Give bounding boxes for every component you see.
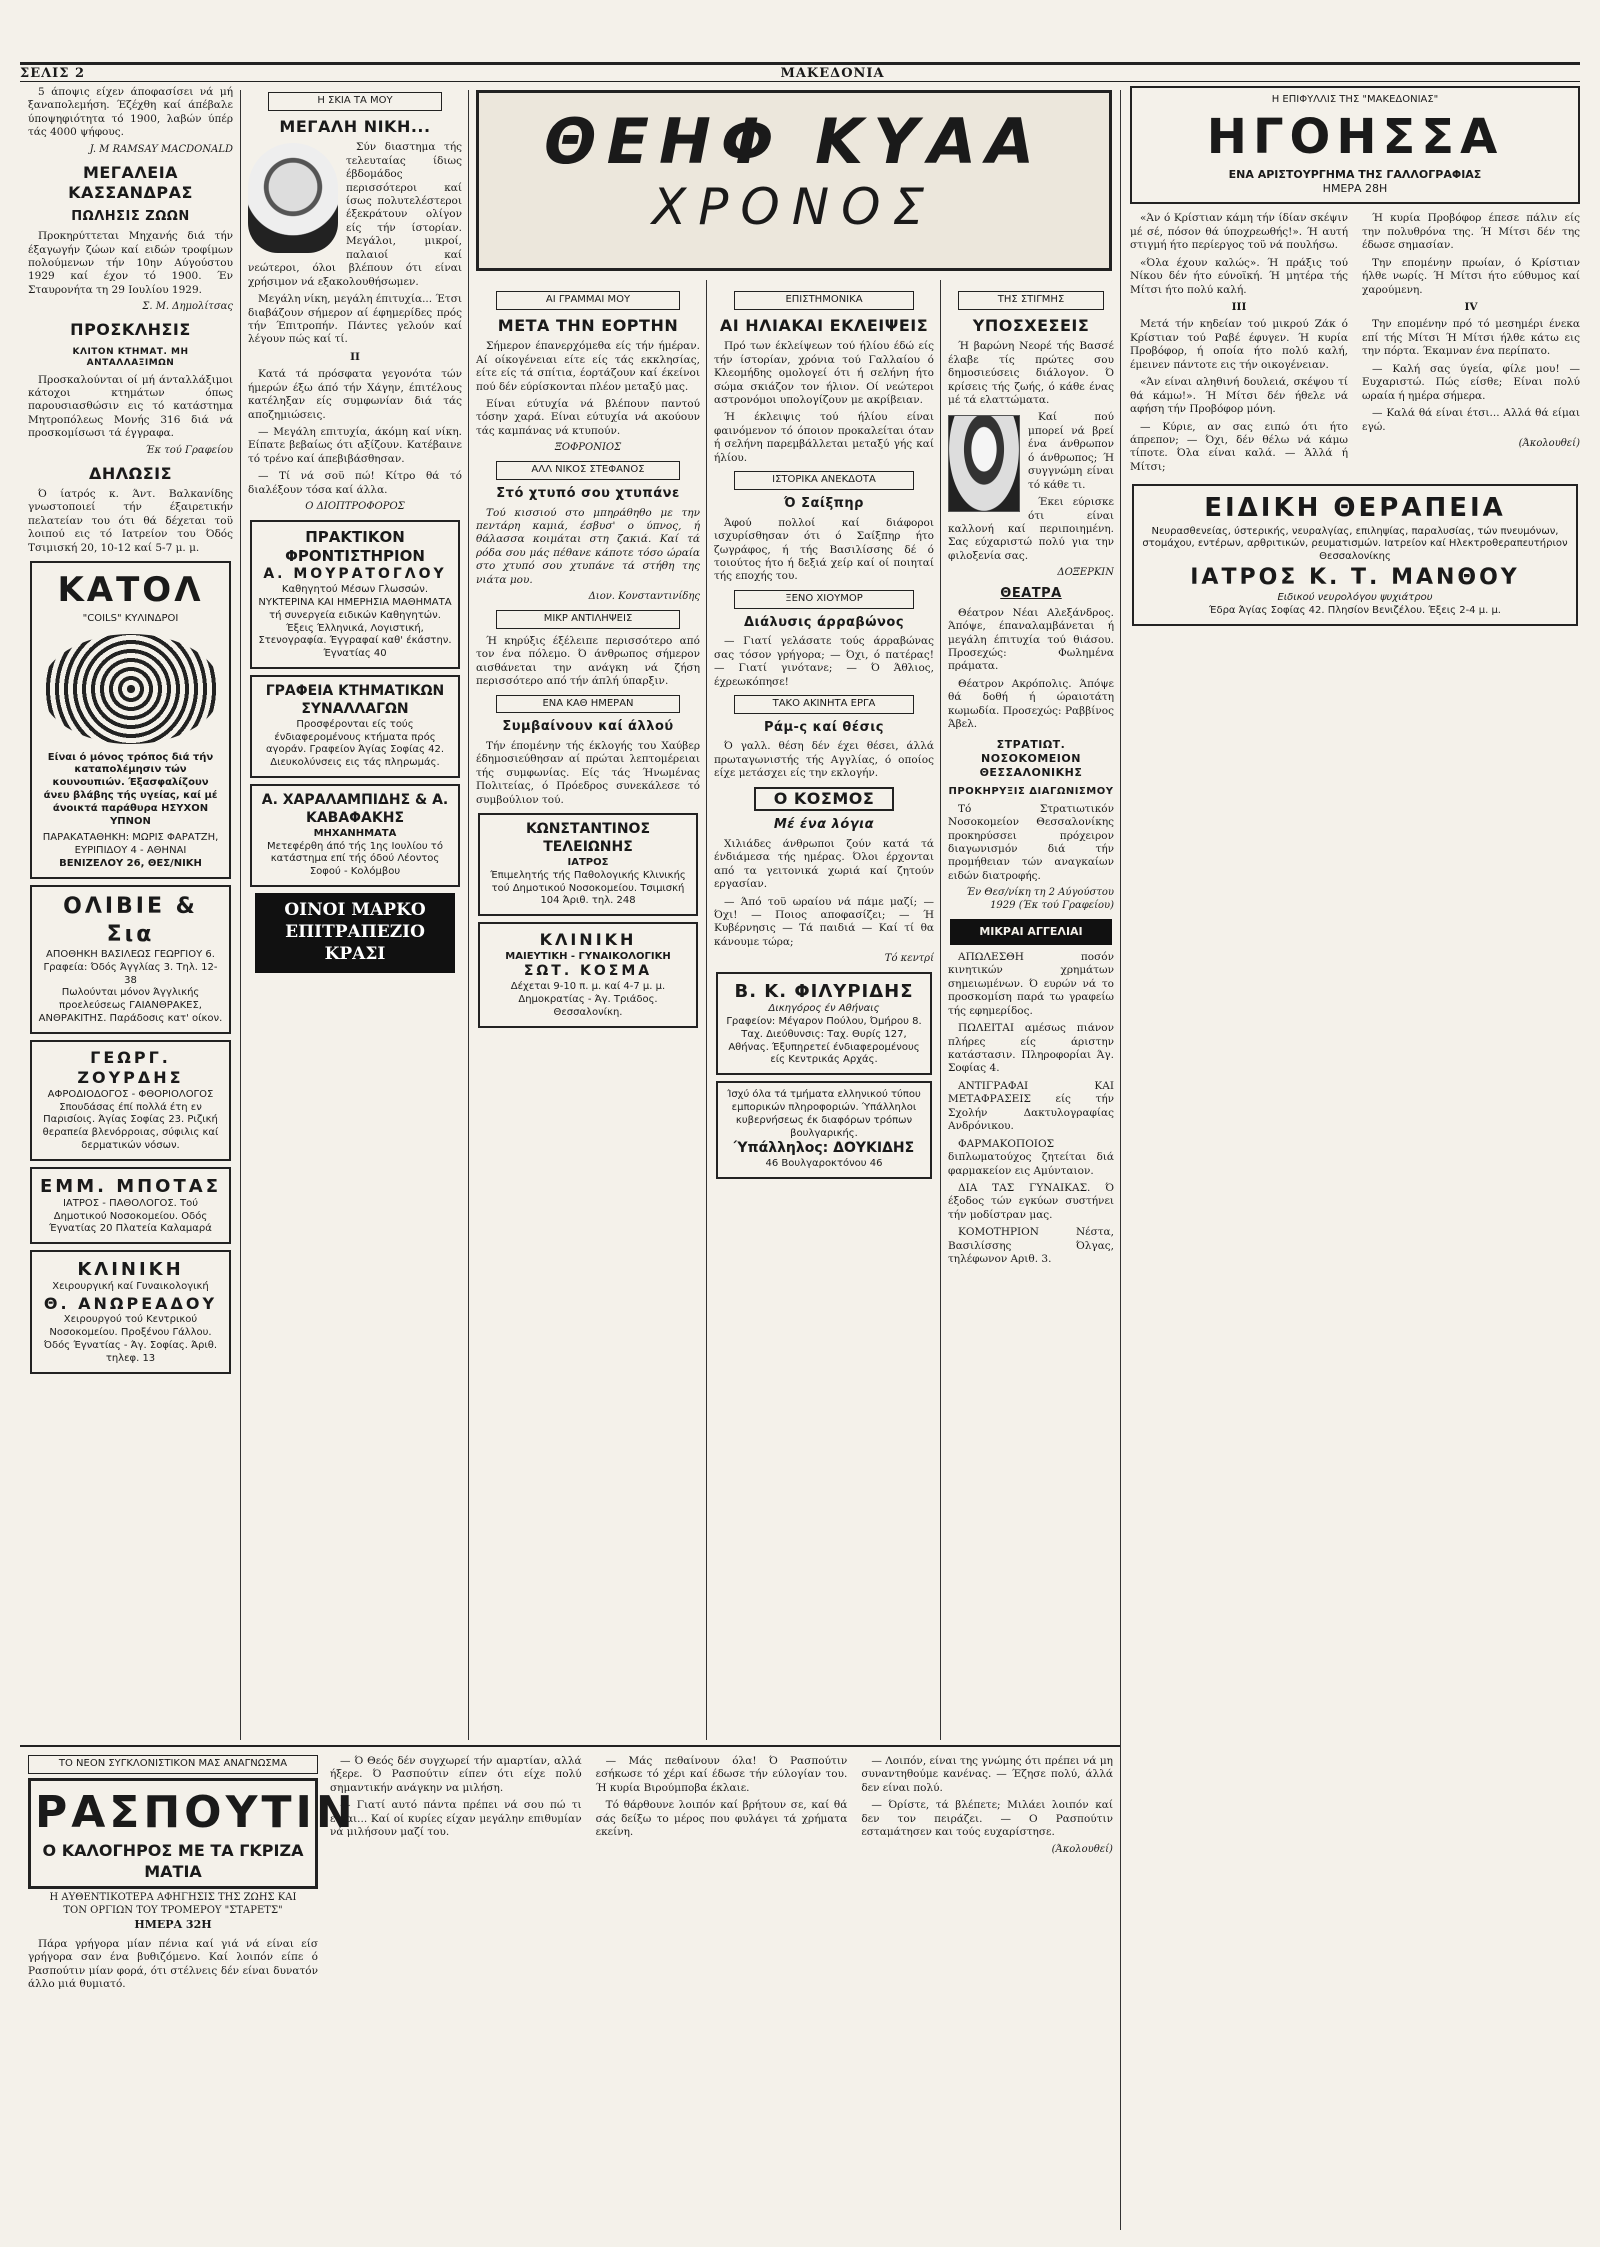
byline: Έν Θεσ/νίκη τη 2 Αύγούστου 1929 (Έκ τού Γραφείου) [966, 887, 1114, 912]
column-2: Η ΣΚΙΑ ΤΑ ΜΟΥ ΜΕΓΑΛΗ ΝΙΚΗ... Σύν διαστημα τής τελευταίας ίδιως έβδομάδος περισσότεροι καί ίσως πολυτελέστεροι έξεκράτουν ολίγον είς τήν ίστορίαν. Μεγάλοι, μικροί, παλαιοί καί νεώτεροι, όλοι βλέπουν ότι είναι χρήσιμον νά εξακολουθήσωμεν. Μεγάλη νίκη, μεγάλη έπιτυχία... Έτσι διαβάζουν σήμερον αί έφημερίδες πρός τήν Έπιτροπήν. Πάντες γελούν καί λέγουν πώς καί τί. II Κατά τά πρόσφατα γεγονότα τών ήμερών έξω άπό τήν Χάγην, έπιτέλους κατέληξαν είς συμφωνίαν διά τάς αποζημιώσεις. — Μεγάλη επιτυχία, άκόμη καί νίκη. Είπατε βεβαίως ότι αξίζουν. Κατέβαινε τό τρένο καί άπεβιβάσθησαν. — Τί νά σοϋ πώ! Κίτρο θά τό διαλέξουν τόσα καί άλλα. Ο ΔΙΟΠΤΡΟΦΟΡΟΣ ΠΡΑΚΤΙΚΟΝ ΦΡΟΝΤΙΣΤΗΡΙΟΝ Α. ΜΟΥΡΑΤΟΓΛΟΥ Καθηγητού Μέσων Γλωσσών. ΝΥΚΤΕΡΙΝΑ ΚΑΙ ΗΜΕΡΗΣΙΑ ΜΑΘΗΜΑΤΑ τή συνεργεία ειδικών Καθηγητών. Έξεις Έλληνικά, Λογιστική, Στενογραφία. Έγγραφαί καθ' έκάστην. Έγνατίας 40 ΓΡΑΦΕΙΑ ΚΤΗΜΑΤΙΚΩΝ ΣΥΝΑΛΛΑΓΩΝ Προσφέρονται είς τούς ένδιαφερομένους κτήματα πρός αγοράν. Γραφείον Άγίας Σοφίας 42. Διευκολύνσεις εις τάς πληρωμάς. Α. ΧΑΡΑΛΑΜΠΙΔΗΣ & Α. ΚΑΒΑΦΑΚΗΣ ΜΗΧΑΝΗΜΑΤΑ Μετεφέρθη άπό τής 1ης Ιουλίου τό κατάστημα επί τής όδού Λέοντος Σοφού - Κολόμβου ΟΙΝΟΙ ΜΑΡΚΟ ΕΠΙΤΡΑΠΕΖΙΟ ΚΡΑΣΙ [248, 86, 462, 1736]
serial-day: ΗΜΕΡΑ 32Η [134, 1917, 212, 1931]
bottom-serial [28, 1755, 1113, 2225]
ad-address: ΒΕΝΙΖΕΛΟΥ 26, ΘΕΣ/ΝΙΚΗ [59, 857, 202, 869]
serial-text: — Λοιπόν, είναι της γνώμης ότι πρέπει νά μη συναντηθούμε κανένας. — Έζησε πολύ, άλλά δεν είναι πολύ. [861, 1755, 1113, 1794]
ad-subtitle: ΜΗΧΑΝΗΜΑΤΑ [313, 827, 397, 839]
section-box: ΕΝΑ ΚΑΘ ΗΜΕΡΑΝ [496, 695, 680, 714]
headline: ΘΕΑΤΡΑ [1000, 586, 1062, 602]
ad-wine: ΟΙΝΟΙ ΜΑΡΚΟ ΕΠΙΤΡΑΠΕΖΙΟ ΚΡΑΣΙ [255, 893, 455, 973]
article-text: Προσκαλούνται οί μή άνταλλάξιμοι κάτοχοι κτημάτων όπως παρουσιασθώσιν εις τό κατάστημα Μητροπόλεως Μονής 316 διά νά προσκομίσωσι τά έγγραφα. [28, 373, 233, 440]
article-text: Καί πού μπορεί νά βρεί ένα άνθρωπον ό άνθρωπος; Ή συγγνώμη είναι τό κάθε τι. [1028, 411, 1114, 491]
headline: Στό χτυπό σου χτυπάνε [496, 485, 680, 501]
article-text: — Μεγάλη επιτυχία, άκόμη καί νίκη. Είπατε βεβαίως ότι αξίζουν. Κατέβαινε τό τρένο καί άπεβιβάσθησαν. [248, 426, 462, 465]
section-box: ΕΠΙΣΤΗΜΟΝΙΚΑ [734, 291, 914, 310]
ad-text: Γραφείον: Μέγαρον Πούλου, Όμήρου 8. Ταχ. Διεύθυνσις: Ταχ. Θυρίς 127, Αθήνας. Έξυπηρετεί ένδιαφερομένους είς Κεντρικάς Αρχάς. [726, 1015, 922, 1066]
headline: Ράμ-ς καί θέσις [764, 719, 884, 735]
serial-tagline: ΤΟΝ ΟΡΓΙΩΝ ΤΟΥ ΤΡΟΜΕΡΟΥ "ΣΤΑΡΕΤΣ" [63, 1904, 283, 1916]
serial-text: «Άν ό Κρίστιαν κάμη τήν ίδίαν σκέψιν μέ σέ, πόσον θά ύποχρεωθής!». Ή αυτή στιγμή ήτο περίεργος τοϋ νά πουλήσω. [1130, 212, 1348, 252]
cartoon-portrait-icon [248, 143, 338, 253]
poem-text: Τού κισσιού στο μπηράθηθο με την πεντάρη καμιά, έσβυσ' ο ύπνος, ή θάλασσα κοιμάται στη ζακιά. Καί τά ρόδα σου μάς πέθανε κάποτε τόσο ώραία στο χτυπό σου χτυπάνε τά στήθη της νιάτα μου. [476, 506, 700, 586]
article-text: Ή έκλειψις τού ήλίου είναι φαινόμενον τό όποιον προκαλείται όταν ή σελήνη παρεμβάλλεται μεταξύ γής καί ήλίου. [714, 411, 934, 464]
ad-title: ΚΛΙΝΙΚΗ [77, 1259, 184, 1281]
serial-subtitle: Ο ΚΑΛΟΓΗΡΟΣ ΜΕ ΤΑ ΓΚΡΙΖΑ ΜΑΤΙΑ [42, 1841, 304, 1881]
ad-subtitle: ΙΑΤΡΟΣ [567, 856, 609, 868]
serial-title: ΡΑΣΠΟΥΤΙΝ [35, 1786, 357, 1838]
ad-zourdis [30, 1040, 231, 1161]
serial-text: Πάρα γρήγορα μίαν πένια καί γιά νά είναι είσ γρήγορα σαν ένα βυθιζόμενο. Καί λοιπόν είπε ό Ρασπούτιν μίαν φορά, ότι στέλνεις δέν είναι δυνατόν άλλο μιά θυμιατό. [28, 1937, 318, 1991]
ad-text: Χειρουργού τού Κεντρικού Νοσοκομείου. Προξένου Γάλλου. Όδός Έγνατίας - Άγ. Σοφίας. Άριθ. τηλεφ. 13 [43, 1314, 218, 1364]
ad-ktimatikon [250, 675, 460, 778]
column-4 [714, 285, 934, 1735]
headline: Ό Σαίξπηρ [783, 496, 864, 511]
serial-text: Ή κυρία Προβόφορ έπεσε πάλιν είς την πολυθρόνα της. Ή Μίτσι δέν της έδωσε σημασίαν. [1362, 212, 1580, 252]
section-box: ΙΣΤΟΡΙΚΑ ΑΝΕΚΔΟΤΑ [734, 471, 914, 490]
rasputin-header [28, 1755, 357, 1995]
serial-text: — Γιατί αυτό πάντα πρέπει νά σου πώ τι είναι... Καί οί κυρίες είχαν μεγάλην επιθυμίαν νά μιλήσουν μαζί του. [330, 1799, 582, 1839]
section-number: IV [1464, 301, 1478, 314]
headline: ΔΗΛΩΣΙΣ [88, 463, 173, 483]
banner-title: ΘΕΗΦ ΚΥΑΑ [543, 105, 1045, 178]
article-text: Σύν διαστημα τής τελευταίας ίδιως έβδομάδος περισσότεροι καί ίσως πολυτελέστεροι έξεκράτουν ολίγον είς τήν ίστορίαν. Μεγάλοι, μικροί, παλαιοί καί νεώτεροι, όλοι βλέπουν ότι είναι χρήσιμον νά εξακολουθήσωμεν. [248, 141, 462, 288]
ad-text: ΑΠΟΘΗΚΗ ΒΑΣΙΛΕΩΣ ΓΕΩΡΓΙΟΥ 6. Γραφεία: Όδός Άγγλίας 3. Τηλ. 12-38 [43, 949, 218, 986]
byline: ΞΟΦΡΟΝΙΟΣ [554, 442, 622, 454]
ad-frontistirion [250, 520, 460, 669]
serial-subtitle: ΕΝΑ ΑΡΙΣΤΟΥΡΓΗΜΑ ΤΗΣ ΓΑΛΛΟΓΡΑΦΙΑΣ [1228, 168, 1482, 182]
woman-portrait-icon [948, 415, 1020, 512]
article-text: Ή κηρύξις έξέλειπε περισσότερο από τον ένα πόλεμο. Ό άνθρωπος σήμερον αισθάνεται την ανάγκη νά ζήση περισσότερο από τήν άπλή ύπαρξιν. [476, 634, 700, 688]
ad-teleionis [478, 813, 698, 916]
headline: ΜΕΤΑ ΤΗΝ ΕΟΡΤΗΝ [497, 315, 679, 335]
serial-title: ΗΓΟΗΣΣΑ [1206, 108, 1504, 165]
article-text: Θέατρον Νέαι Αλεξάνδρος. Άπόψε, έπαναλαμβάνεται ή μεγάλη έπιτυχία τού θιάσου. Προσεχώς: Φωλημένα πράματα. [948, 606, 1114, 673]
ad-klinik [30, 1250, 231, 1373]
serial-text: — Ό Θεός δέν συγχωρεί τήν αμαρτίαν, αλλά ήξερε. Ό Ρασπούτιν είπεν ότι είχε πολύ σημαντικήν ανάγκην να μιλήση. [330, 1755, 582, 1794]
subheadline: ΠΡΟΚΗΡΥΞΙΣ ΔΙΑΓΩΝΙΣΜΟΥ [948, 785, 1114, 797]
ad-title: ΕΙΔΙΚΗ ΘΕΡΑΠΕΙΑ [1204, 493, 1506, 524]
section-box: ΑΛΛ ΝΙΚΟΣ ΣΤΕΦΑΝΟΣ [496, 461, 680, 480]
continues-note: (Άκολουθεί) [1518, 437, 1580, 449]
headline: ΠΡΟΣΚΛΗΣΙΣ [70, 320, 191, 340]
ad-subtitle: ΜΑΙΕΥΤΙΚΗ - ΓΥΝΑΙΚΟΛΟΓΙΚΗ [505, 950, 671, 962]
serial-text: Την επομένην πρό τό μεσημέρι ένεκα επί τής Μίτσι Ή Μίτσι ήλθε κάτω εις την πόρτα. Έκαμναν ένα περίπατο. [1362, 318, 1580, 358]
mosquito-coil-icon [41, 634, 221, 744]
serial-text: — Κύριε, αν σας ειπώ ότι ήτο άπρεπον; — Όχι, δέν θέλω νά κάμω τίποτε. Όλα είναι καλά. — Άλλά ή Μίτσι; [1130, 420, 1348, 473]
classifieds-header: ΜΙΚΡΑΙ ΑΓΓΕΛΙΑΙ [950, 919, 1112, 945]
classified-text: ΚΟΜΟΤΗΡΙΟΝ Νέστα, Βασιλίσσης Όλγας, τηλέφωνον Αριθ. 3. [948, 1226, 1114, 1266]
ad-text: Σπουδάσας έπί πολλά έτη εν Παρισίοις. Άγίας Σοφίας 23. Ριζική θεραπεία βλενόρροιας, σύφιλις καί δερματικών νόσων. [42, 1101, 219, 1151]
paper-name: ΜΑΚΕΔΟΝΙΑ [780, 65, 885, 81]
section-rule [20, 1745, 1120, 1747]
serial-text: Μετά τήν κηδείαν τού μικρού Ζάκ ό Κρίστιαν τού Ραβέ έφυγεν. Ή κυρία Προβόφορ, ή οποία ήτο πολύ καλή, έμεινεν πάντοτε εις τήν οικογένειαν. [1130, 318, 1348, 371]
ad-text: Έπιμελητής τής Παθολογικής Κλινικής τού Δημοτικού Νοσοκομείου. Τσιμισκή 104 Άριθ. τηλ. 248 [490, 869, 686, 907]
decorative-banner [476, 90, 1112, 271]
ad-name: Α. ΜΟΥΡΑΤΟΓΛΟΥ [263, 566, 447, 583]
ad-name: ΙΑΤΡΟΣ Κ. Τ. ΜΑΝΘΟΥ [1190, 564, 1520, 590]
serial-text: — Όρίστε, τά βλέπετε; Μιλάει λοιπόν καί δεν τον πειράζει. — Ο Ρασπούτιν εσταμάτησεν και τούς ευχαρίστησε. [861, 1799, 1113, 1839]
ad-text: ΙΑΤΡΟΣ - ΠΑΘΟΛΟΓΟΣ. Τού Δημοτικού Νοσοκομείου. Οδός Έγνατίας 20 Πλατεία Καλαμαρά [49, 1197, 212, 1235]
serial-text: — Καλή σας ύγεία, φίλε μου! — Ευχαριστώ. Πώς είσθε; Είναι πολύ ωραία ή ημέρα σήμερα. [1362, 362, 1580, 402]
article-text: Προκηρύττεται Μηχανής διά τήν έξαγωγήν ζώων καί ειδών τροφίμων πολούμενων τήν 10ην Αύγούστου 1929 καί έχον τό 1900. Έν Σταυρονήτα τη 29 Ιουλίου 1929. [28, 230, 233, 296]
byline: Έκ τού Γραφείου [145, 444, 233, 456]
continues-note: (Άκολουθεί) [1051, 1843, 1113, 1855]
serial-header [1130, 86, 1580, 204]
byline: J. M RAMSAY MACDONALD [89, 143, 233, 155]
ad-text: Καθηγητού Μέσων Γλωσσών. ΝΥΚΤΕΡΙΝΑ ΚΑΙ ΗΜΕΡΗΣΙΑ ΜΑΘΗΜΑΤΑ τή συνεργεία ειδικών Καθηγητών. Έξεις Έλληνικά, Λογιστική, Στενογραφία. Έγγραφαί καθ' έκάστην. Έγνατίας 40 [258, 584, 452, 660]
serial-text: Τό θάρθουνε λοιπόν καί βρήτουν σε, καί θά σάς δείξω το μέρος που φυλάγει τά χρήματα εκείνη. [595, 1799, 848, 1839]
ad-subtitle: ΑΦΡΟΔΙΟΔΟΓΟΣ - ΦΘΟΡΙΟΛΟΓΟΣ [47, 1088, 214, 1100]
ad-address: 46 Βουλγαροκτόνου 46 [765, 1158, 883, 1170]
ad-title: ΠΡΑΚΤΙΚΟΝ ΦΡΟΝΤΙΣΤΗΡΙΟΝ [285, 528, 425, 566]
section-box: ΤΗΣ ΣΤΙΓΜΗΣ [958, 291, 1104, 310]
ad-text: Νευρασθενείας, ύστερικής, νευραλγίας, επιληψίας, παραλυσίας, τών πνευμόνων, στομάχου, εντέρων, αρθριτικών, ρευματισμών. Ιατρείον καί Ηλεκτροθεραπευτήριον Θεσσαλονίκης [1142, 525, 1568, 563]
column-rule [706, 280, 707, 1740]
section-box: ΜΙΚΡ ΑΝΤΙΛΗΨΕΙΣ [496, 610, 680, 629]
ad-text: Δέχεται 9-10 π. μ. καί 4-7 μ. μ. Δημοκρατίας - Άγ. Τριάδος. Θεσσαλονίκη. [510, 981, 666, 1018]
headline: ΥΠΟΣΧΕΣΕΙΣ [972, 315, 1090, 335]
byline: Σ. Μ. Δημολίτσας [142, 301, 233, 313]
section-box: ΞΕΝΟ ΧΙΟΥΜΟΡ [734, 590, 914, 609]
headline: Ο ΚΟΣΜΟΣ [754, 787, 894, 811]
subheadline: Μέ ένα λόγια [773, 817, 875, 833]
ad-title: ΓΡΑΦΕΙΑ ΚΤΗΜΑΤΙΚΩΝ ΣΥΝΑΛΛΑΓΩΝ [265, 683, 445, 717]
serial-box-label: Η ΕΠΙΦΥΛΛΙΣ ΤΗΣ "ΜΑΚΕΔΟΝΙΑΣ" [1271, 94, 1439, 105]
classified-text: ΑΠΩΛΕΣΘΗ ποσόν κινητικών χρημάτων σημειωμένων. Ό ευρών νά το προσκομίση παρά τω γραφείω τής εφημερίδος. [948, 950, 1114, 1017]
ad-title: ΚΛΙΝΙΚΗ [539, 930, 637, 950]
headline: Συμβαίνουν καί άλλού [502, 719, 674, 735]
serial-text: «Άν είναι αληθινή δουλειά, σκέψου τί θά κάμω!». Ή Μίτσι δέν ήθελε νά αφήση τήν Προβόφορ μόνη. [1130, 376, 1348, 416]
ad-kosma [478, 922, 698, 1028]
headline: ΑΙ ΗΛΙΑΚΑΙ ΕΚΛΕΙΨΕΙΣ [719, 315, 929, 335]
classified-text: ΔΙΑ ΤΑΣ ΓΥΝΑΙΚΑΣ. Ό έξοδος τών εγκύων συστήνει τήν μοδίστραν μας. [948, 1181, 1114, 1221]
byline: Ο ΔΙΟΠΤΡΟΦΟΡΟΣ [305, 501, 405, 513]
ad-subtitle: "COILS" ΚΥΛΙΝΔΡΟΙ [82, 612, 179, 624]
subheadline: ΚΛΙΤΟΝ ΚΤΗΜΑΤ. ΜΗ ΑΝΤΑΛΛΑΞΙΜΩΝ [72, 346, 189, 369]
ad-title: ΚΑΤΟΛ [57, 570, 204, 611]
article-text: Άφού πολλοί καί διάφοροι ισχυρίσθησαν ότι ό Σαίξπηρ ήτο ζωγράφος, ή τής Βασιλίσσης δέ ό τοιούτος ήτο ή δεξιά χείρ καί οί ποιηταί τής εποχής του. [714, 516, 934, 583]
ad-filyridis [716, 972, 932, 1075]
section-box: Η ΣΚΙΑ ΤΑ ΜΟΥ [268, 92, 442, 111]
ad-title: ΓΕΩΡΓ. ΖΟΥΡΔΗΣ [77, 1047, 184, 1088]
ad-title: ΟΛΙΒΙΕ & Σια [63, 893, 198, 947]
ad-address: Έδρα Άγίας Σοφίας 42. Πλησίον Βενιζέλου. Έξεις 2-4 μ. μ. [1209, 604, 1501, 616]
column-rule [468, 90, 469, 1740]
article-text: Χιλιάδες άνθρωποι ζούν κατά τά ένδιάμεσα τής ημέρας. Όλοι έρχονται από τα γειτονικά χωριά καί ζητούν εργασίαν. [714, 837, 934, 891]
ad-title: Α. ΧΑΡΑΛΑΜΠΙΔΗΣ & Α. ΚΑΒΑΦΑΚΗΣ [261, 792, 449, 826]
banner-subtitle: ΧΡΟΝΟΣ [651, 178, 937, 236]
ad-subtitle: Ειδικού νευρολόγου ψυχιάτρου [1277, 592, 1433, 604]
ad-mpotas [30, 1167, 231, 1244]
article-text: 5 άποψις είχεν άποφασίσει νά μή ξαναπολεμήση. Έζέχθη καί άπέβαλε ύποψηφιότητα τό 1900, λαβών ύπέρ τάς 4000 ψήφους. [28, 86, 233, 139]
ad-subtitle: Χειρουργική καί Γυναικολογική [52, 1281, 209, 1293]
ad-name: ΣΩΤ. ΚΟΣΜΑ [523, 963, 653, 980]
article-text: — Τί νά σοϋ πώ! Κίτρο θά τό διαλέξουν τόσα καί άλλα. [248, 470, 462, 496]
column-5 [948, 285, 1114, 1735]
section-box: ΑΙ ΓΡΑΜΜΑΙ ΜΟΥ [496, 291, 680, 310]
ad-title: ΕΜΜ. ΜΠΟΤΑΣ [39, 1175, 221, 1197]
ad-subtitle: Δικηγόρος έν Αθήναις [768, 1003, 880, 1015]
serial-text: «Όλα έχουν καλώς». Ή πράξις τού Νίκου δέν ήτο εύνοϊκή. Ή μητέρα τής Μίτσι ήτο πολύ καλή. [1130, 256, 1348, 296]
ad-text: Πωλούνται μόνον Άγγλικής προελεύσεως ΓΑΙΑΝΘΡΑΚΕΣ, ΑΝΘΡΑΚΙΤΗΣ. Παράδοσις κατ' οίκον. [38, 987, 223, 1025]
ad-text: Μετεφέρθη άπό τής 1ης Ιουλίου τό κατάστημα επί τής όδού Λέοντος Σοφού - Κολόμβου [267, 840, 443, 878]
ad-text: Είναι ό μόνος τρόπος διά τήν καταπολέμησιν τών κουνουπιών. Έξασφαλίζουν άνευ βλάβης τής υγείας, καί μέ άνοικτά παράθυρα ΗΣΥΧΟΝ ΥΠΝΟΝ [43, 751, 218, 827]
ad-title: Β. Κ. ΦΙΛΥΡΙΔΗΣ [734, 981, 914, 1003]
column-rule [1120, 90, 1121, 2230]
article-text: Ό ίατρός κ. Άντ. Βαλκανίδης γνωστοποιεί τήν έξαιρετικήν πελατείαν του ότι θά δέχεται τοϋ λοιπού εις τό Ιατρείον του Όδός Τσιμισκή 20, 10-12 καί 5-7 μ. μ. [28, 488, 233, 554]
ad-katol [30, 561, 231, 878]
serial-text: — Μάς πεθαίνουν όλα! Ό Ρασπούτιν εσήκωσε τό χέρι καί έδωσε τήν εύλογίαν του. Ή κυρία Βιρούμποβα έκλαιε. [595, 1755, 848, 1794]
masthead-strip [20, 62, 1580, 82]
headline: Διάλυσις άρραβώνος [743, 614, 905, 630]
page-number: ΣΕΛΙΣ 2 [20, 65, 86, 81]
serial-day: ΗΜΕΡΑ 28Η [1322, 182, 1388, 196]
ad-doukidis [716, 1081, 932, 1179]
ad-machines [250, 784, 460, 887]
article-text: Ή βαρώνη Νεορέ τής Βασσέ έλαβε τίς πρώτες σου δημοσιεύσεις διάλογον. Ό κρίσεις τής ζωής, ό κάθε ένας μέ τά ελαττώματα. [948, 340, 1114, 407]
byline: Τό κεντρί [884, 953, 934, 965]
ad-text: Ίσχύ όλα τά τμήματα ελληνικού τύπου εμπορικών πληροφοριών. Ύπάλληλοι κυβερνήσεως έκ διαφόρων τρόπων βουλγαρικής. [727, 1089, 921, 1139]
column-1 [28, 86, 233, 1736]
serial-tagline: Η ΑΥΘΕΝΤΙΚΟΤΕΡΑ ΑΦΗΓΗΣΙΣ ΤΗΣ ΖΩΗΣ ΚΑΙ [49, 1892, 297, 1904]
classified-text: ΠΩΛΕΙΤΑΙ αμέσως πιάνον πλήρες είς άριστην κατάστασιν. Πληροφορίαι Άγ. Σοφίας 4. [948, 1022, 1114, 1075]
article-text: Έκει εύρισκε ότι είναι καλλονή καί περιποιημένη. Σας εύχαριστώ πολύ για την φιλοξενία σας. [948, 496, 1114, 562]
byline: ΔΟΞΕΡΚΙΝ [1057, 567, 1114, 579]
ad-name: Ύπάλληλος: ΔΟΥΚΙΔΗΣ [733, 1140, 915, 1157]
subheadline: ΠΩΛΗΣΙΣ ΖΩΩΝ [71, 209, 190, 225]
article-text: Πρό των έκλείψεων τού ήλίου έδώ είς τήν ίστορίαν, χρόνια τού Γαλλαίου ό Κλεομήδης ομολογεί ότι ή σελήνη ήτο σώμα σκιάζον τον ήλιον. Οί νεώτεροι αστρονόμοι υπολογίζουν με ακρίβειαν. [714, 340, 934, 407]
article-text: Τήν έπομένην τής έκλογής του Χαύβερ έδημοσιεύθησαν αί πρώται λεπτομέρειαι τής συμφωνίας. Είς τάς Ήνωμένας Πολιτείας, ό Πρόεδρος συνεκάλεσε τό συμβούλιον τού. [476, 739, 700, 806]
article-text: Μεγάλη νίκη, μεγάλη έπιτυχία... Έτσι διαβάζουν σήμερον αί έφημερίδες πρός τήν Έπιτροπήν. Πάντες γελούν καί λέγουν πώς καί τί. [248, 293, 462, 346]
byline: Διον. Κονσταντινίδης [588, 591, 700, 603]
article-text: Θέατρον Ακρόπολις. Άπόψε θά δοθή ή ώραιοτάτη κωμωδία. Προσεχώς: Ραββίνος Άβελ. [948, 677, 1114, 731]
ad-title: ΚΩΝΣΤΑΝΤΙΝΟΣ ΤΕΛΕΙΩΝΗΣ [525, 821, 651, 856]
column-6-serial: Η ΕΠΙΦΥΛΛΙΣ ΤΗΣ "ΜΑΚΕΔΟΝΙΑΣ" ΗΓΟΗΣΣΑ ΕΝΑ ΑΡΙΣΤΟΥΡΓΗΜΑ ΤΗΣ ΓΑΛΛΟΓΡΑΦΙΑΣ ΗΜΕΡΑ 28Η «Άν ό Κρίστιαν κάμη τήν ίδίαν σκέψιν μέ σέ, πόσον θά ύποχρεωθής!». Ή αυτή στιγμή ήτο περίεργος τοϋ νά πουλήσω. «Όλα έχουν καλώς». Ή πράξις τού Νίκου δέν ήτο εύνοϊκή. Ή μητέρα τής Μίτσι ήτο πολύ καλή. III Μετά τήν κηδείαν τού μικρού Ζάκ ό Κρίστιαν τού Ραβέ έφυγεν. Ή κυρία Προβόφορ, ή οποία ήτο πολύ καλή, έμεινεν πάντοτε εις τήν οικογένειαν. «Άν είναι αληθινή δουλειά, σκέψου τί θά κάμω!». Ή Μίτσι δέν ήθελε νά αφήση τήν Προβόφορ μόνη. — Κύριε, αν σας ειπώ ότι ήτο άπρεπον; — Όχι, δέν θέλω νά κάμω τίποτε. Όλα είναι καλά. — Άλλά ή Μίτσι; Ή κυρία Προβόφορ έπεσε πάλιν είς την πολυθρόνα της. Ή Μίτσι δέν της έδωσε σημασίαν. Την επομένην πρωίαν, ό Κρίστιαν ήλθε νωρίς. Ή Μίτσι ήτο εύθυμος καί χαρούμενη. IV Την επομένην πρό τό μεσημέρι ένεκα επί τής Μίτσι Ή Μίτσι ήλθε κάτω εις την πόρτα. Έκαμναν ένα περίπατο. — Καλή σας ύγεία, φίλε μου! — Ευχαριστώ. Πώς είσθε; Είναι πολύ ωραία ή ημέρα σήμερα. — Καλά θά είναι έτσι... Αλλά θά είμαι εγώ. (Άκολουθεί) ΕΙΔΙΚΗ ΘΕΡΑΠΕΙΑ Νευρασθενείας, ύστερικής, νευραλγίας, επιληψίας, παραλυσίας, τών πνευμόνων, στομάχου, εντέρων, αρθριτικών, ρευματισμών. Ιατρείον καί Ηλεκτροθεραπευτήριον Θεσσαλονίκης ΙΑΤΡΟΣ Κ. Τ. ΜΑΝΘΟΥ Ειδικού νευρολόγου ψυχιάτρου Έδρα Άγίας Σοφίας 42. Πλησίον Βενιζέλου. Έξεις 2-4 μ. μ. [1130, 86, 1580, 2226]
headline: ΜΕΓΑΛΗ ΝΙΚΗ... [279, 116, 431, 136]
article-text: Τό Στρατιωτικόν Νοσοκομείον Θεσσαλονίκης προκηρύσσει πρόχειρον διαγωνισμόν διά τήν προμήθειαν τών αναγκαίων ειδών διατροφής. [948, 802, 1114, 882]
headline: ΜΕΓΑΛΕΙΑ ΚΑΣΣΑΝΔΡΑΣ [68, 162, 193, 203]
section-box: ΤΑΚΟ ΑΚΙΝΗΤΑ ΕΡΓΑ [734, 695, 914, 714]
headline: ΣΤΡΑΤΙΩΤ. ΝΟΣΟΚΟΜΕΙΟΝ ΘΕΣΣΑΛΟΝΙΚΗΣ [979, 737, 1083, 779]
serial-text: Την επομένην πρωίαν, ό Κρίστιαν ήλθε νωρίς. Ή Μίτσι ήτο εύθυμος καί χαρούμενη. [1362, 256, 1580, 296]
article-text: — Γιατί γελάσατε τούς άρραβώνας σας τόσον γρήγορα; — Όχι, ό πατέρας! — Γιατί γινότανε; — Ό Άθλιος, έχρεωκόπησε! [714, 635, 934, 688]
ad-text: Προσφέρονται είς τούς ένδιαφερομένους κτήματα πρός αγοράν. Γραφείον Άγίας Σοφίας 42. Διευκολύνσεις εις τάς πληρωμάς. [265, 718, 445, 769]
article-text: Σήμερον έπανερχόμεθα είς τήν ήμέραν. Αί οίκογένειαι είτε είς τάς εκκλησίας, είτε είς τά σπίτια, έορτάζουν καί έκείνοι πού δέν εύρίσκονται πλέον μεταξύ μας. [476, 340, 700, 393]
section-box: ΤΟ ΝΕΟΝ ΣΥΓΚΛΟΝΙΣΤΙΚΟΝ ΜΑΣ ΑΝΑΓΝΩΣΜΑ [28, 1755, 318, 1774]
classified-text: ΦΑΡΜΑΚΟΠΟΙΟΣ διπλωματούχος ζητείται διά φαρμακείον εις Αμύνταιον. [948, 1137, 1114, 1177]
article-text: Είναι εύτυχία νά βλέπουν παντού τόσην χαρά. Είναι εύτυχία νά ακούουν τάς καμπάνας νά κτυπούν. [476, 398, 700, 437]
ad-agent: ΠΑΡΑΚΑΤΑΘΗΚΗ: ΜΩΡΙΣ ΦΑΡΑΤΖΗ, ΕΥΡΙΠΙΔΟΥ 4 - ΑΘΗΝΑΙ [42, 832, 219, 857]
ad-manthou [1132, 484, 1578, 625]
column-rule [240, 90, 241, 1740]
article-text: — Άπό τοϋ ωραίου νά πάμε μαζί; — Όχι! — Ποιος αποφασίζει; — Ή Κυβέρνησις — Τά παιδιά — Καί τί θα κάνουμε τώρα; [714, 895, 934, 948]
column-3 [476, 285, 700, 1735]
classified-text: ΑΝΤΙΓΡΑΦΑΙ ΚΑΙ ΜΕΤΑΦΡΑΣΕΙΣ είς τήν Σχολήν Δακτυλογραφίας Ανδρόνικου. [948, 1079, 1114, 1133]
ad-olivie [30, 885, 231, 1034]
article-text: Ό γαλλ. θέση δέν έχει θέσει, άλλά πρωταγωνιστής τής Αγγλίας, ό οποίος είχε μετάσχει είς την εκλογήν. [714, 740, 934, 780]
ad-name: Θ. ΑΝΩΡΕΑΔΟΥ [43, 1293, 218, 1313]
column-rule [940, 280, 941, 1740]
article-text: Κατά τά πρόσφατα γεγονότα τών ήμερών έξω άπό τήν Χάγην, έπιτέλους κατέληξαν είς συμφωνίαν διά τάς αποζημιώσεις. [248, 368, 462, 421]
serial-text: — Καλά θά είναι έτσι... Αλλά θά είμαι εγώ. [1362, 407, 1580, 433]
